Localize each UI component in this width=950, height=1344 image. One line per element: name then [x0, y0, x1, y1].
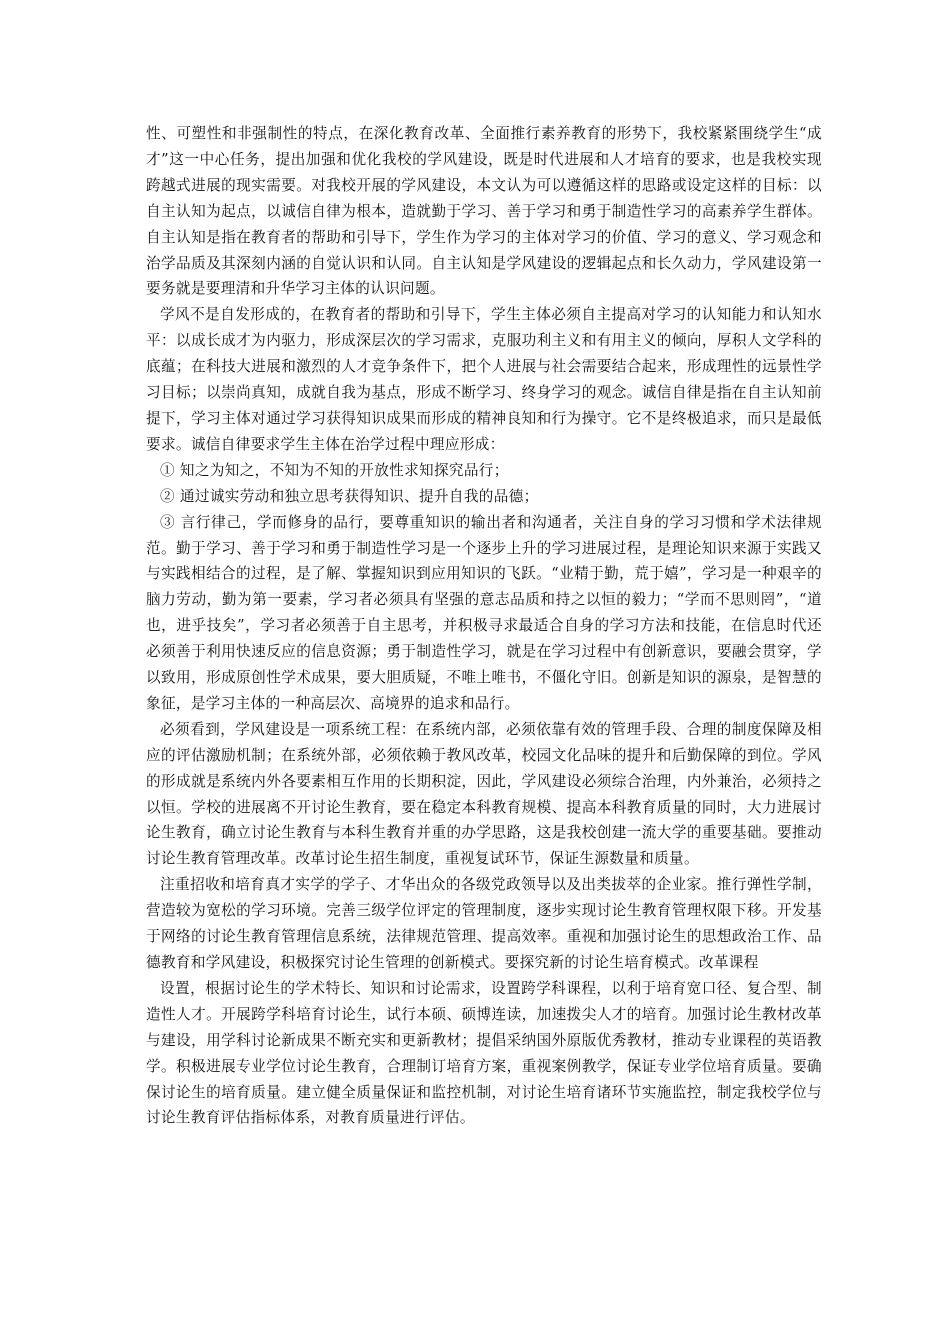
- paragraph-3: 必须看到，学风建设是一项系统工程：在系统内部，必须依靠有效的管理手段、合理的制度保障及相应的评估激励机制；在系统外部，必须依赖于教风改革，校园文化品味的提升和后勤保障的到位。学风的形成就是系统内外各要素相互作用的长期积淀，因此，学风建设必须综合治理，内外兼治，必须持之以恒。学校的进展离不开讨论生教育，要在稳定本科教育规模、提高本科教育质量的同时，大力进展讨论生教育，确立讨论生教育与本科生教育并重的办学思路，这是我校创建一流大学的重要基础。要推动讨论生教育管理改革。改革讨论生招生制度，重视复试环节，保证生源数量和质量。: [146, 720, 822, 868]
- paragraph-2: 学风不是自发形成的，在教育者的帮助和引导下，学生主体必须自主提高对学习的认知能力和认知水平：以成长成才为内驱力，形成深层次的学习需求，克服功利主义和有用主义的倾向，厚积人文学科的底蕴；在科技大进展和激烈的人才竞争条件下，把个人进展与社会需要结合起来，形成理性的远景性学习目标；以崇尚真知，成就自我为基点，形成不断学习、终身学习的观念。诚信自律是指在自主认知前提下，学习主体对通过学习获得知识成果而形成的精神良知和行为操守。它不是终极追求，而只是最低要求。诚信自律要求学生主体在治学过程中理应形成：: [146, 306, 822, 453]
- paragraph-5: 设置，根据讨论生的学术特长、知识和讨论需求，设置跨学科课程，以利于培育宽口径、复合型、制造性人才。开展跨学科培育讨论生，试行本硕、硕博连读，加速拨尖人才的培育。加强讨论生教材改革与建设，用学科讨论新成果不断充实和更新教材；提倡采纳国外原版优秀教材，推动专业课程的英语教学。积极进展专业学位讨论生教育，合理制订培育方案，重视案例教学，保证专业学位培育质量。要确保讨论生的培育质量。建立健全质量保证和监控机制，对讨论生培育诸环节实施监控，制定我校学位与讨论生教育评估指标体系，对教育质量进行评估。: [146, 979, 822, 1127]
- paragraph-1: 性、可塑性和非强制性的特点，在深化教育改革、全面推行素养教育的形势下，我校紧紧围绕学生“成才”这一中心任务，提出加强和优化我校的学风建设，既是时代进展和人才培育的要求，也是我校实现跨越式进展的现实需要。对我校开展的学风建设，本文认为可以遵循这样的思路或设定这样的目标：以自主认知为起点，以诚信自律为根本，造就勤于学习、善于学习和勇于制造性学习的高素养学生群体。自主认知是指在教育者的帮助和引导下，学生作为学习的主体对学习的价值、学习的意义、学习观念和治学品质及其深刻内涵的自觉认识和认同。自主认知是学风建设的逻辑起点和长久动力，学风建设第一要务就是要理清和升华学习主体的认识问题。: [146, 125, 822, 298]
- paragraph-4: 注重招收和培育真才实学的学子、才华出众的各级党政领导以及出类拔萃的企业家。推行弹性学制，营造较为宽松的学习环境。完善三级学位评定的管理制度，逐步实现讨论生教育管理权限下移。开发基于网络的讨论生教育管理信息系统，法律规范管理、提高效率。重视和加强讨论生的思想政治工作、品德教育和学风建设，积极探究讨论生管理的创新模式。要探究新的讨论生培育模式。改革课程: [146, 876, 822, 971]
- list-item-2: ② 通过诚实劳动和独立思考获得知识、提升自我的品德；: [160, 487, 539, 505]
- list-item-1: ① 知之为知之，不知为不知的开放性求知探究品行；: [160, 461, 509, 479]
- document-body: [146, 121, 822, 1131]
- list-item-3: ③ 言行律己，学而修身的品行，要尊重知识的输出者和沟通者，关注自身的学习习惯和学术法律规范。勤于学习、善于学习和勇于制造性学习是一个逐步上升的学习进展过程，是理论知识来源于实践又与实践相结合的过程，是了解、掌握知识到应用知识的飞跃。“业精于勤，荒于嬉”，学习是一种艰辛的脑力劳动，勤为第一要素，学习者必须具有坚强的意志品质和持之以恒的毅力；“学而不思则罔”，“道也，进乎技矣”，学习者必须善于自主思考，并积极寻求最适合自身的学习方法和技能，在信息时代还必须善于利用快速反应的信息资源；勇于制造性学习，就是在学习过程中有创新意识，要融会贯穿，学以致用，形成原创性学术成果，要大胆质疑，不唯上唯书，不僵化守旧。创新是知识的源泉，是智慧的象征，是学习主体的一种高层次、高境界的追求和品行。: [146, 513, 822, 712]
